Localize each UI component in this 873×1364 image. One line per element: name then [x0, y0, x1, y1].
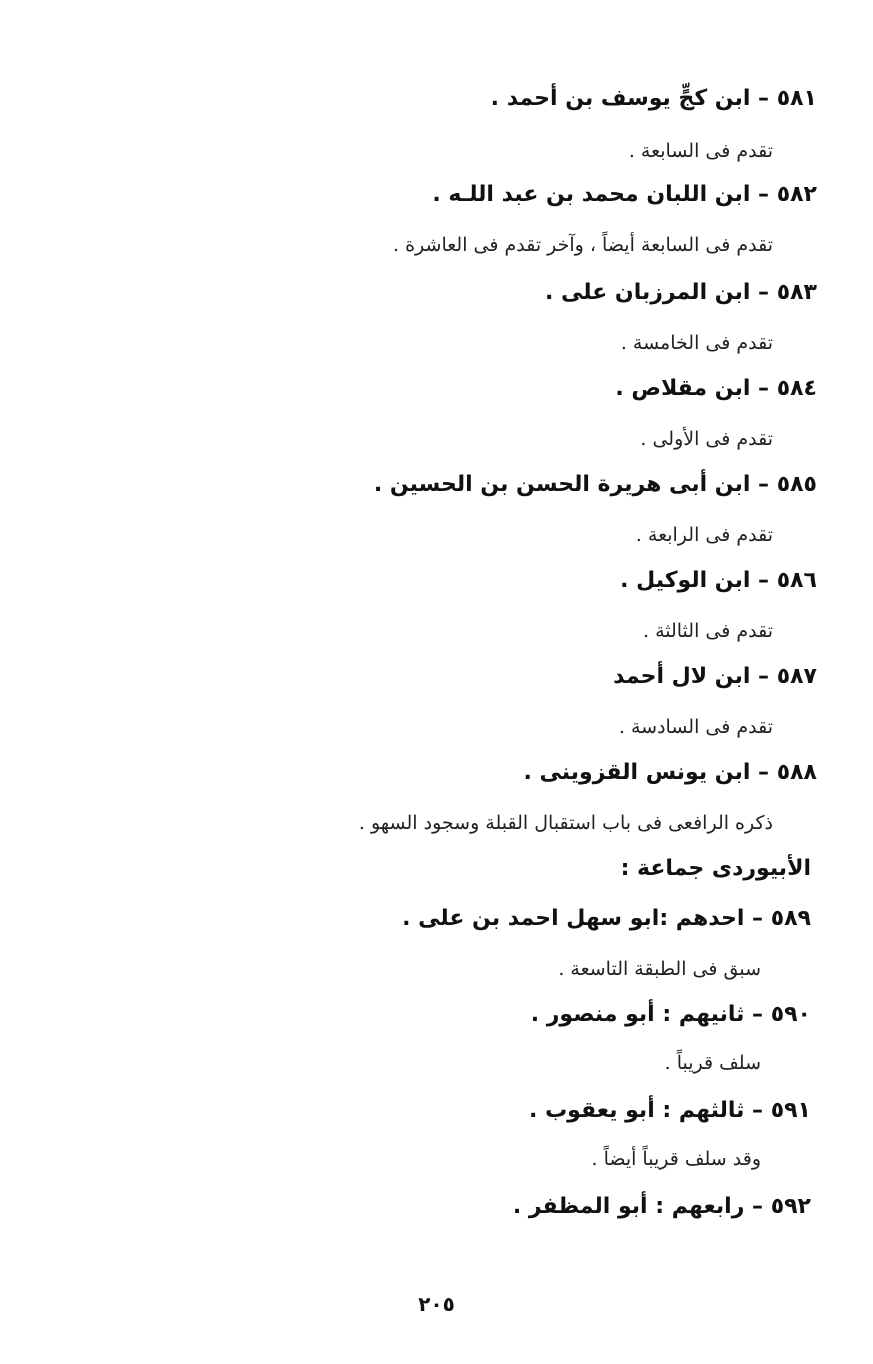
entry-text: تقدم فى السابعة . — [628, 140, 773, 162]
entry-heading: ٥٨٦ – ابن الوكيل . — [620, 568, 817, 593]
sub-entry-text: وقد سلف قريباً أيضاً . — [591, 1148, 761, 1170]
entry-heading: ٥٨٣ – ابن المرزبان على . — [544, 280, 817, 305]
entry-text: ذكره الرافعى فى باب استقبال القبلة وسجود السهو . — [358, 812, 773, 834]
sub-entry-heading: ٥٩٠ – ثانيهم : أبو منصور . — [530, 1002, 811, 1027]
entry-text: تقدم فى الرابعة . — [635, 524, 773, 546]
sub-entry-heading: ٥٩١ – ثالثهم : أبو يعقوب . — [529, 1098, 811, 1123]
entry-text: تقدم فى الخامسة . — [620, 332, 773, 354]
entry-heading: ٥٨٨ – ابن يونس القزوينى . — [523, 760, 817, 785]
entry-text: تقدم فى السادسة . — [618, 716, 773, 738]
entry-text: تقدم فى السابعة أيضاً ، وآخر تقدم فى العاشرة . — [393, 234, 773, 256]
entry-text: تقدم فى الثالثة . — [642, 620, 773, 642]
section-title: الأبيوردى جماعة : — [620, 856, 811, 881]
sub-entry-text: سبق فى الطبقة التاسعة . — [558, 958, 761, 980]
page-number: ٢٠٥ — [418, 1292, 455, 1316]
entry-heading: ٥٨٧ – ابن لال أحمد — [613, 664, 817, 689]
entry-text: تقدم فى الأولى . — [640, 428, 773, 450]
sub-entry-heading: ٥٩٢ – رابعهم : أبو المظفر . — [512, 1194, 811, 1219]
sub-entry-text: سلف قريباً . — [664, 1052, 761, 1074]
entry-heading: ٥٨٢ – ابن اللبان محمد بن عبد اللـه . — [432, 182, 817, 207]
entry-heading: ٥٨١ – ابن كجٍّ يوسف بن أحمد . — [490, 86, 817, 111]
sub-entry-heading: ٥٨٩ – احدهم :ابو سهل احمد بن على . — [402, 906, 811, 931]
entry-heading: ٥٨٥ – ابن أبى هريرة الحسن بن الحسين . — [373, 472, 817, 497]
entry-heading: ٥٨٤ – ابن مقلاص . — [615, 376, 817, 401]
